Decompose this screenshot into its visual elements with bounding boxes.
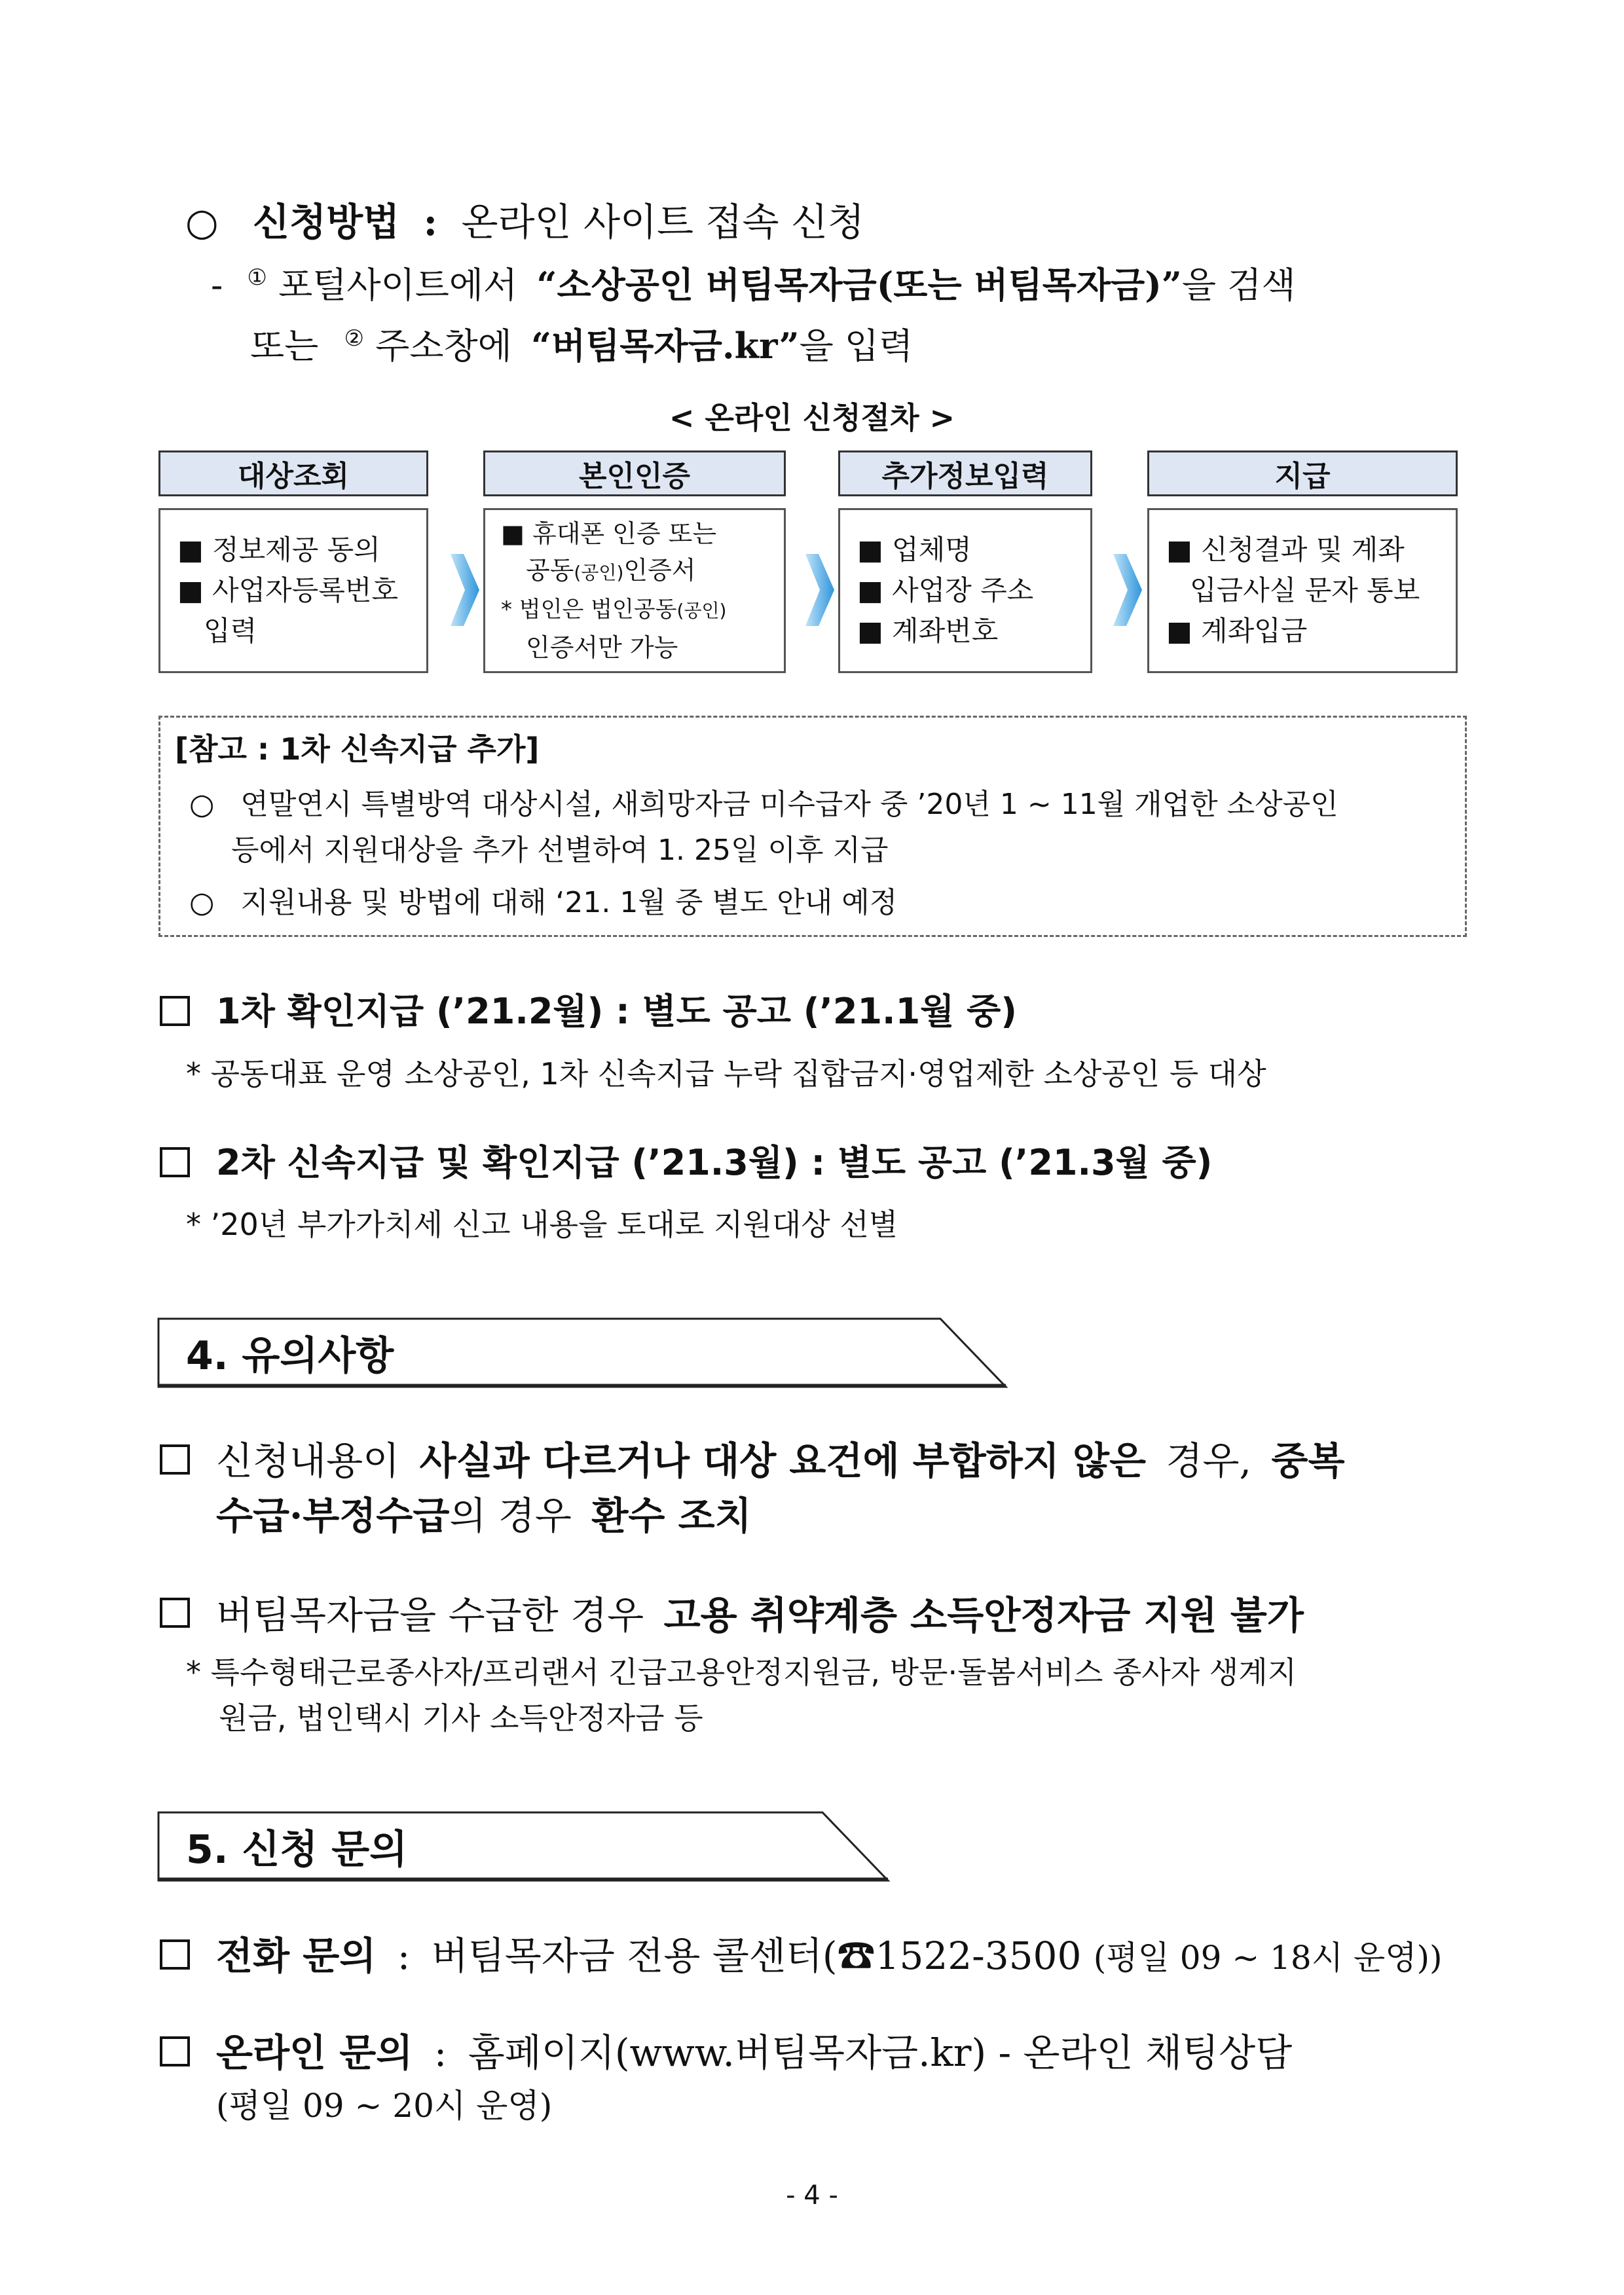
phone-icon: ☎ — [837, 1934, 876, 1978]
confirm-note: * 공동대표 운영 소상공인, 1차 신속지급 누락 집합금지·영업제한 소상공인 등 대상 — [186, 1056, 1266, 1092]
caution-emphasis: 중복 — [1271, 1439, 1345, 1483]
step-box-lookup — [158, 508, 428, 673]
phone-inquiry — [216, 1925, 1443, 1980]
online-label: 온라인 문의 — [216, 2030, 413, 2075]
search-keyword: “소상공인 버팀목자금(또는 버팀목자금)” — [536, 264, 1182, 306]
method-detail-line-1 — [211, 257, 1296, 308]
corp-note: * 법인은 법인공동 — [501, 597, 677, 623]
reference-text: 연말연시 특별방역 대상시설, 새희망자금 미수급자 중 ’20년 1 ~ 11월 개업한 소상공인 — [240, 788, 1338, 821]
arrow-right-icon — [1113, 554, 1142, 626]
corp-public: (공인) — [676, 600, 727, 621]
reference-title: [참고 : 1차 신속지급 추가] — [175, 731, 540, 767]
caution-emphasis: 고용 취약계층 소득안정자금 지원 불가 — [663, 1593, 1304, 1638]
arrow-right-icon — [451, 554, 479, 626]
step-item: ■ 사업자등록번호 — [177, 574, 399, 606]
step-head-identity: 본인인증 — [483, 450, 786, 496]
reference-box — [158, 716, 1467, 937]
step-item: 인증서만 가능 — [526, 633, 678, 662]
colon: : — [434, 2030, 447, 2075]
phone-hours: (평일 09 ~ 18시 운영)) — [1093, 1939, 1443, 1977]
page-number: - 4 - — [786, 2180, 838, 2211]
caution-line-3 — [216, 1585, 1304, 1640]
reference-text: 지원내용 및 방법에 대해 ‘21. 1월 중 별도 안내 예정 — [240, 886, 898, 919]
phone-text: 버팀목자금 전용 콜센터( — [431, 1934, 838, 1978]
reference-item — [189, 879, 897, 921]
caution-line-1 — [216, 1430, 1344, 1485]
search-suffix: 을 검색 — [1181, 265, 1296, 306]
step-box-payment — [1147, 508, 1458, 673]
bullet: ○ — [189, 788, 215, 821]
second-note: * ’20년 부가가치세 신고 내용을 토대로 지원대상 선별 — [186, 1207, 898, 1242]
section-4-title: 4. 유의사항 — [186, 1333, 394, 1379]
caution-emphasis: 사실과 다르거나 대상 요건에 부합하지 않은 — [419, 1439, 1147, 1483]
method-label: 신청방법 — [253, 200, 400, 244]
step-box-identity — [483, 508, 786, 673]
checkbox-icon — [160, 2036, 190, 2066]
section-4-header — [157, 1317, 1008, 1388]
step-item: 입금사실 문자 통보 — [1190, 574, 1420, 606]
circle-two: ② — [344, 325, 364, 352]
step-item: ■ 업체명 — [857, 534, 972, 566]
caution-text: 버팀목자금을 수급한 경우 — [216, 1593, 644, 1638]
reference-item-continued: 등에서 지원대상을 추가 선별하여 1. 25일 이후 지급 — [231, 834, 889, 867]
reference-item — [189, 780, 1338, 822]
step-item: ■ 사업장 주소 — [857, 574, 1034, 606]
step-item: ■ 계좌번호 — [857, 615, 999, 647]
online-inquiry — [216, 2022, 1292, 2077]
colon: : — [397, 1934, 411, 1978]
step-item: ■ 신청결과 및 계좌 — [1166, 534, 1405, 566]
caution-emphasis: 수급·부정수급 — [216, 1494, 450, 1538]
checkbox-icon — [160, 1939, 190, 1970]
or-text: 또는 — [250, 325, 319, 367]
checkbox-icon — [160, 1147, 190, 1177]
arrow-right-icon — [805, 554, 834, 626]
step-item: ■ 계좌입금 — [1166, 615, 1308, 647]
cert-public: (공인) — [574, 562, 624, 583]
address-keyword: “버팀목자금.kr” — [530, 325, 800, 367]
cert-joint: 공동 — [526, 556, 574, 585]
section-5-title: 5. 신청 문의 — [186, 1827, 408, 1873]
step-item: 입력 — [204, 615, 257, 647]
caution-note-2: 원금, 법인택시 기사 소득안정자금 등 — [219, 1700, 703, 1736]
phone-label: 전화 문의 — [216, 1934, 377, 1978]
second-heading: 2차 신속지급 및 확인지급 (’21.3월) : 별도 공고 (’21.3월 중) — [216, 1142, 1213, 1183]
step-head-extra-info: 추가정보입력 — [838, 450, 1092, 496]
dash: - — [211, 265, 223, 306]
method-line — [185, 191, 864, 246]
caution-line-2 — [216, 1485, 752, 1540]
step-head-payment: 지급 — [1147, 450, 1458, 496]
online-text: 홈페이지(www.버팀목자금.kr) - 온라인 채팅상담 — [468, 2030, 1293, 2075]
method-text: 온라인 사이트 접속 신청 — [461, 200, 865, 244]
checkbox-icon — [160, 1598, 190, 1628]
checkbox-icon — [160, 996, 190, 1026]
bullet: ○ — [185, 200, 219, 244]
caution-emphasis: 환수 조치 — [591, 1494, 752, 1538]
online-hours: (평일 09 ~ 20시 운영) — [216, 2087, 553, 2125]
step-item: ■ 정보제공 동의 — [177, 534, 380, 566]
step-item — [501, 552, 784, 591]
portal-text: 포털사이트에서 — [278, 265, 518, 306]
colon: : — [423, 200, 438, 244]
caution-text: 경우, — [1166, 1439, 1251, 1483]
address-bar-text: 주소창에 — [375, 325, 512, 367]
phone-number: 1522-3500 — [875, 1934, 1082, 1978]
caution-text: 의 경우 — [449, 1494, 572, 1538]
method-detail-line-2 — [250, 318, 913, 369]
circle-one: ① — [247, 265, 267, 291]
checkbox-icon — [160, 1444, 190, 1475]
section-5-header — [157, 1811, 891, 1882]
step-item: ■ 휴대폰 인증 또는 — [501, 519, 717, 548]
confirm-heading: 1차 확인지급 (’21.2월) : 별도 공고 (’21.1월 중) — [216, 991, 1017, 1032]
address-suffix: 을 입력 — [799, 325, 913, 367]
bullet: ○ — [189, 886, 215, 919]
caution-note-1: * 특수형태근로종사자/프리랜서 긴급고용안정지원금, 방문·돌봄서비스 종사자 생계지 — [186, 1655, 1297, 1690]
caution-text: 신청내용이 — [216, 1439, 400, 1483]
step-box-extra-info — [838, 508, 1092, 673]
step-note — [501, 591, 784, 629]
step-head-lookup: 대상조회 — [158, 450, 428, 496]
procedure-title: < 온라인 신청절차 > — [669, 400, 955, 435]
cert-word: 인증서 — [623, 556, 696, 585]
